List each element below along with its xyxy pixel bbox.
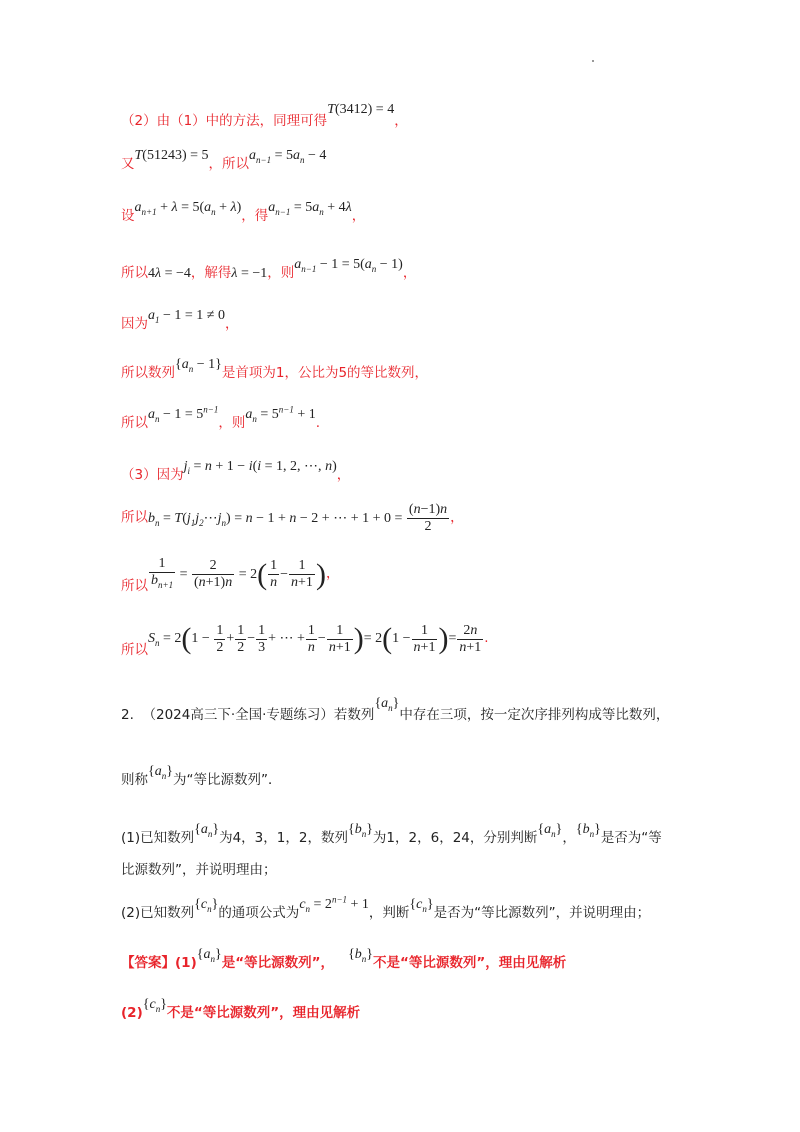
formula-lambda-expand: $a_{n-1} = 5a_n + 4\lambda$ bbox=[268, 200, 352, 217]
formula-seq-an-minus-1: $\{a_n - 1\}$ bbox=[175, 357, 222, 374]
text: (2)已知数列 bbox=[121, 905, 195, 921]
answer-label: 【答案】(1) bbox=[121, 955, 197, 971]
formula-a1: $a_1 - 1 = 1 \ne 0$ bbox=[148, 308, 225, 325]
solution-line-10 bbox=[121, 556, 339, 593]
formula-cn: $c_n = 2^{n-1} + 1$ bbox=[299, 894, 369, 914]
text: ，判断 bbox=[368, 905, 410, 921]
formula-an: $a_n = 5^{n-1} + 1$ bbox=[245, 404, 316, 424]
text: ， bbox=[351, 208, 366, 224]
formula-sn: $S_n = 2(1$ − $\frac{1}{2}$ + $\frac{1}{2}$ − $\frac{1}{3}$ + ⋯ + $\frac{1}{n}$ − $\frac{1}{n+1}$ )= 2(1 − $\frac{1}{n+1}$ )= $\frac{2n}{n+1}$ bbox=[148, 622, 482, 655]
solution-line-6 bbox=[121, 357, 429, 383]
answer-line-2 bbox=[121, 997, 361, 1023]
formula-seq-bn: $\{b_n\}$ bbox=[348, 947, 374, 964]
text: 的通项公式为 bbox=[218, 905, 300, 921]
text: 为“等比源数列”． bbox=[172, 772, 282, 788]
solution-line-1 bbox=[121, 102, 408, 130]
text: 为4，3，1，2，数列 bbox=[219, 830, 348, 846]
formula-seq-cn: $\{c_n\}$ bbox=[142, 997, 167, 1014]
solution-line-5 bbox=[121, 308, 239, 334]
formula-seq-bn: $\{b_n\}$ bbox=[575, 822, 601, 839]
text: 所以 bbox=[121, 415, 148, 431]
solution-line-7 bbox=[121, 404, 321, 433]
question-2-line-1 bbox=[121, 696, 670, 725]
text: 不是“等比源数列”，理由见解析 bbox=[166, 1005, 361, 1021]
text: 所以 bbox=[121, 509, 148, 526]
formula-t3412: T(3412) = 4 bbox=[327, 102, 395, 117]
text: (1)已知数列 bbox=[121, 830, 195, 846]
text: ， bbox=[394, 113, 408, 129]
formula-ji: $j_i = n + 1 - i(i = 1$, 2, ⋯, n) bbox=[183, 459, 337, 476]
formula-seq-an: $\{a_n\}$ bbox=[194, 822, 220, 839]
text: 为1，2，6，24，分别判断 bbox=[372, 830, 538, 846]
text: 不是“等比源数列”，理由见解析 bbox=[373, 955, 567, 971]
text: 设 bbox=[121, 208, 135, 224]
formula-seq-an: $\{a_n\}$ bbox=[537, 822, 563, 839]
question-2-line-2 bbox=[121, 764, 282, 790]
solution-line-8 bbox=[121, 459, 351, 485]
text: 是否为“等比源数列”，并说明理由； bbox=[433, 905, 651, 921]
formula-lambda-value: λ = −1 bbox=[231, 266, 268, 281]
text: 因为 bbox=[121, 316, 148, 332]
text: ， bbox=[224, 316, 239, 332]
formula-seq-an: $\{a_n\}$ bbox=[374, 696, 400, 713]
answer-label: (2) bbox=[121, 1005, 143, 1021]
text: ， bbox=[402, 265, 417, 281]
text: ，得 bbox=[241, 208, 269, 224]
formula-shifted: $a_{n-1} - 1 = 5(a_n - 1)$ bbox=[294, 257, 403, 274]
formula-seq-bn: $\{b_n\}$ bbox=[347, 822, 373, 839]
formula-seq-cn: $\{c_n\}$ bbox=[409, 897, 434, 914]
text: 是“等比源数列”， bbox=[221, 955, 334, 971]
formula-reciprocal: $\frac{1}{b_{n+1}}$ = $\frac{2}{(n+1)n}$ = 2( $\frac{1}{n}$ − $\frac{1}{n+1}$ ) bbox=[151, 556, 326, 591]
solution-line-4 bbox=[121, 257, 417, 283]
text: . bbox=[484, 630, 489, 647]
text: ，所以 bbox=[208, 156, 250, 172]
text: ， bbox=[336, 467, 351, 483]
formula-an-minus-1: $a_n - 1 = 5^{n-1}$ bbox=[148, 404, 219, 424]
question-2-part-1 bbox=[121, 822, 662, 848]
text: . bbox=[315, 415, 321, 431]
question-2-part-1-cont bbox=[121, 858, 277, 878]
text: 比源数列”，并说明理由； bbox=[121, 862, 277, 878]
text: 则称 bbox=[121, 772, 148, 788]
text: （3）因为 bbox=[121, 467, 184, 483]
solution-line-9 bbox=[121, 502, 464, 535]
text: ， bbox=[450, 509, 464, 526]
formula-t51243: T(51243) = 5 bbox=[134, 148, 209, 163]
text: 又 bbox=[121, 156, 135, 172]
text: ，则 bbox=[267, 265, 295, 281]
page-dot bbox=[592, 60, 594, 62]
text: ，解得 bbox=[190, 265, 232, 281]
formula-seq-cn: $\{c_n\}$ bbox=[194, 897, 219, 914]
text: 中存在三项，按一定次序排列构成等比数列， bbox=[399, 707, 670, 723]
text: （2024高三下·全国·专题练习）若数列 bbox=[142, 707, 375, 723]
formula-recurrence: $a_{n-1} = 5a_n - 4$ bbox=[249, 148, 327, 165]
text: 所以 bbox=[121, 642, 148, 659]
formula-4lambda: 4λ = −4 bbox=[148, 266, 191, 281]
answer-line-1 bbox=[121, 947, 567, 973]
text: ， bbox=[562, 830, 576, 846]
formula-lambda-setup: $a_{n+1} + \lambda = 5(a_n + \lambda)$ bbox=[134, 200, 242, 217]
text: 是首项为1，公比为5的等比数列， bbox=[221, 365, 429, 381]
text: （2）由（1）中的方法，同理可得 bbox=[121, 113, 328, 129]
solution-line-3 bbox=[121, 200, 366, 226]
solution-line-2 bbox=[121, 148, 327, 174]
formula-seq-an: $\{a_n\}$ bbox=[196, 947, 222, 964]
text: 所以 bbox=[121, 265, 148, 281]
formula-bn: $b_n$ = $T(j_1j_2\cdots j_n) = n - 1 + n - 2$ + ⋯ + 1 + 0 = $\frac{(n-1)n}{2}$ bbox=[148, 502, 448, 534]
question-2-part-2 bbox=[121, 894, 651, 923]
text: 所以 bbox=[121, 577, 148, 594]
solution-line-11 bbox=[121, 622, 489, 659]
text: ， bbox=[325, 565, 340, 582]
text: 所以数列 bbox=[121, 365, 175, 381]
text: 是否为“等 bbox=[600, 830, 662, 846]
formula-seq-an: $\{a_n\}$ bbox=[148, 764, 173, 781]
question-number: 2. bbox=[121, 707, 134, 723]
text: ，则 bbox=[218, 415, 246, 431]
